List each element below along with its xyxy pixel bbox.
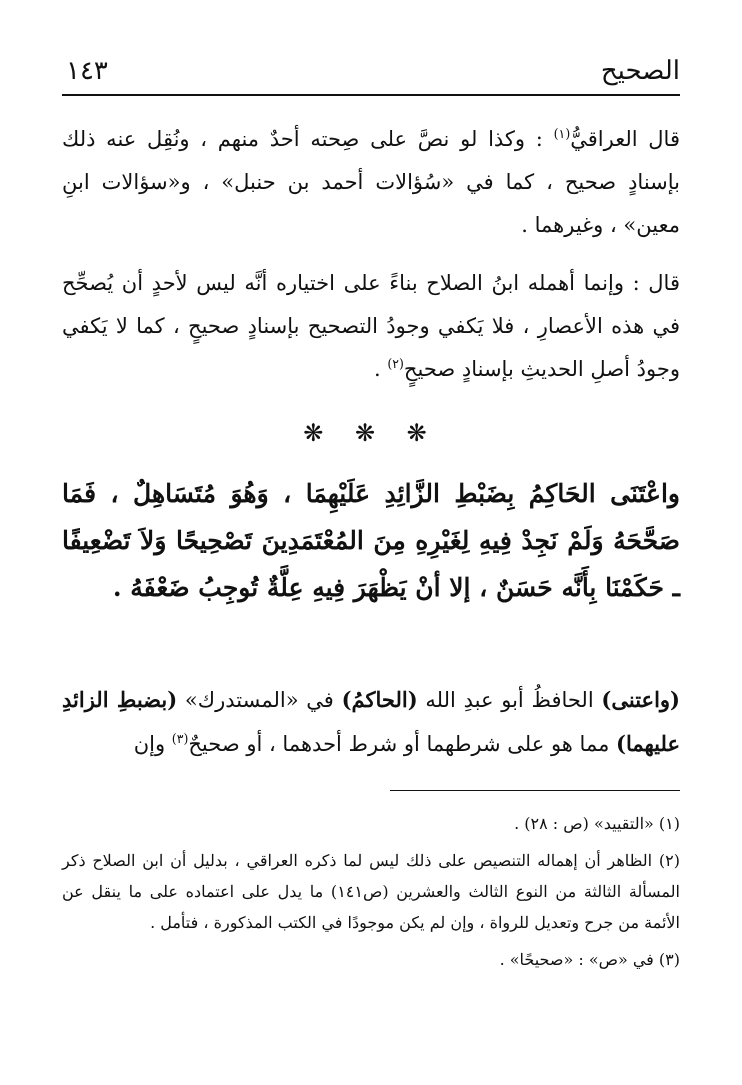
paragraph-iraqi-quote [62,118,680,247]
footnote-number: (٢) [658,851,680,870]
header-divider [62,94,680,96]
paragraph-text: في «المستدرك» [177,688,342,712]
footnote-ref-3[interactable]: (٣) [171,731,189,746]
footnote-1 [62,808,680,839]
matn-paragraph: واعْتَنَى الحَاكِمُ بِضَبْطِ الزَّائِدِ عَلَيْهِمَا ، وَهُوَ مُتَسَاهِلٌ ، فَمَا صَحَّحَهُ وَلَمْ نَجِدْ فِيهِ لِغَيْرِهِ مِنَ المُعْتَمَدِينَ تَصْحِيحًا وَلاَ تَضْعِيفًا ـ حَكَمْنَا بِأَنَّه حَسَنٌ ، إلا أنْ يَظْهَرَ فِيهِ عِلَّةٌ تُوجِبُ ضَعْفَهُ . [62,479,680,602]
footnote-number: (٣) [658,950,680,969]
commentary-paragraph [62,678,680,766]
paragraph-text: . [373,357,388,381]
paragraph-text: : وكذا لو نصَّ على صِحته أحدٌ منهم ، ونُقِل عنه ذلك بإسنادٍ صحيح ، كما في «سُؤالات أحمد بن حنبل» ، و«سؤالات ابنِ معين» ، وغيرهما . [62,127,680,237]
paragraph-text: وإن [133,732,172,756]
matn-quote: (الحاكمُ) [341,687,418,712]
paragraph-ibn-salah [62,262,680,391]
section-separator: ❋ ❋ ❋ [303,419,439,447]
paragraph-text: قال : وإنما أهمله ابنُ الصلاح بناءً على اختياره أنَّه ليس لأحدٍ أن يُصحِّح في هذه الأعصارِ ، فلا يَكفي وجودُ التصحيح بإسنادٍ صحيحٍ ، كما لا يَكفي وجودُ أصلِ الحديثِ بإسنادٍ صحيحٍ [62,271,680,381]
page-number: ١٤٣ [66,56,108,86]
matn-quote: (واعتنى) [601,687,680,712]
footnote-number: (١) [658,814,680,833]
footnote-3 [62,944,680,975]
footnote-text: الظاهر أن إهماله التنصيص على ذلك ليس لما ذكره العراقي ، بدليل أن ابن الصلاح ذكر المسألة الثالثة من النوع الثالث والعشرين (ص١٤١) ما يدل على اعتماده على ما ينقل عن الأئمة من جرح وتعديل للرواة ، وإن لم يكن موجودًا في الكتب المذكورة ، فتأمل . [62,851,681,932]
footnotes-section [62,808,680,981]
paragraph-text: مما هو على شرطهما أو شرط أحدهما ، أو صحيحٌ [188,732,617,756]
footnote-2 [62,845,680,938]
paragraph-text: قال العراقيُّ [570,127,680,151]
footnote-ref-1[interactable]: (١) [553,126,571,141]
matn-quote: (بضبطِ الزائدِ عليهما) [62,687,680,756]
footnote-ref-2[interactable]: (٢) [387,356,404,371]
running-title: الصحيح [600,56,680,86]
page-header [62,52,680,96]
footnote-text: في «ص» : «صحيحًا» . [499,950,659,969]
paragraph-text: الحافظُ أبو عبدِ الله [417,688,602,712]
footnote-divider [390,790,680,791]
footnote-text: «التقييد» (ص : ٢٨) . [514,814,659,833]
